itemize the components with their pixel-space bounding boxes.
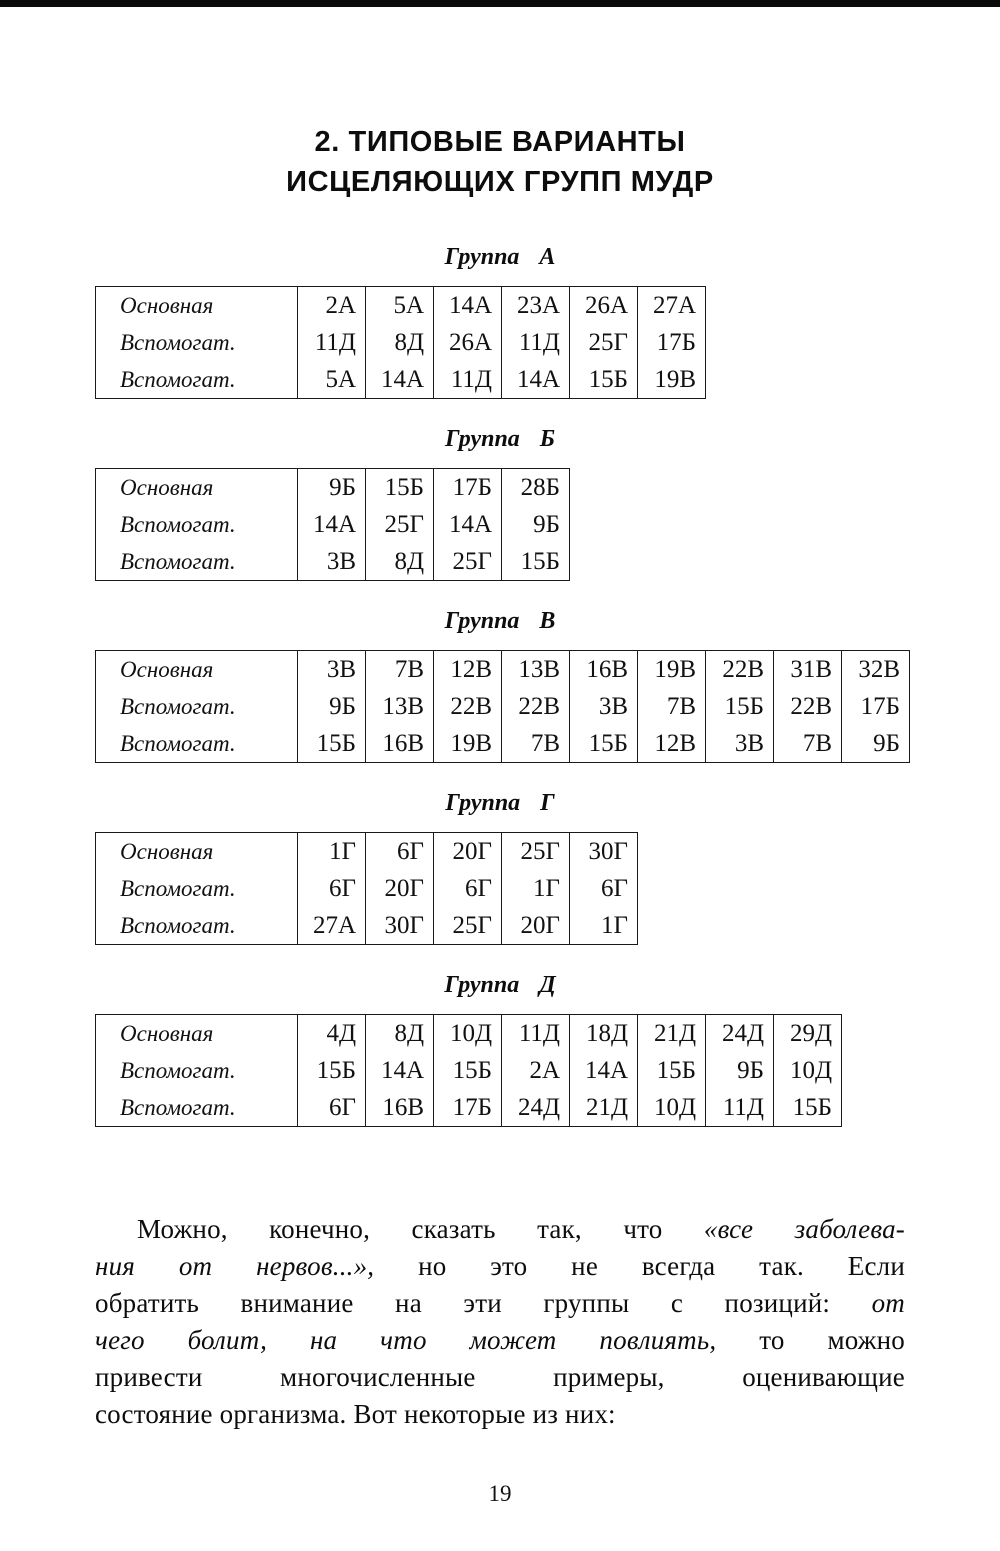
table-cell: 6Г xyxy=(298,1089,366,1127)
table-cell: 15Б xyxy=(502,543,570,581)
table-cell: 12В xyxy=(434,651,502,689)
table-cell: 27А xyxy=(298,907,366,945)
table-row xyxy=(96,651,910,689)
table-row xyxy=(96,287,706,325)
table-cell: 29Д xyxy=(774,1015,842,1053)
table-cell: 22В xyxy=(434,688,502,725)
table-cell: 22В xyxy=(706,651,774,689)
row-label: Вспомогат. xyxy=(120,912,236,938)
group-table xyxy=(95,832,638,945)
table-cell: 26А xyxy=(570,287,638,325)
table-cell: 2А xyxy=(502,1052,570,1089)
table-cell: 15Б xyxy=(570,361,638,399)
body-paragraph xyxy=(95,1211,905,1433)
table-cell: 19В xyxy=(638,651,706,689)
italic-text: чего болит, на что может повлиять, xyxy=(95,1325,760,1355)
table-cell: 9Б xyxy=(502,506,570,543)
table-cell: 32В xyxy=(842,651,910,689)
table-cell: 19В xyxy=(434,725,502,763)
table-cell: 8Д xyxy=(366,1015,434,1053)
mudra-group xyxy=(95,426,905,581)
paragraph-line xyxy=(95,1396,905,1433)
italic-text: ния от нервов...», xyxy=(95,1251,419,1281)
page-content xyxy=(95,0,905,1507)
table-cell: 8Д xyxy=(366,543,434,581)
table-cell: 15Б xyxy=(434,1052,502,1089)
row-label: Вспомогат. xyxy=(120,1094,236,1120)
mudra-group xyxy=(95,244,905,399)
page-title-line1: 2. ТИПОВЫЕ ВАРИАНТЫ xyxy=(314,126,686,158)
paragraph-line xyxy=(95,1211,905,1248)
table-row xyxy=(96,543,570,581)
table-cell: 30Г xyxy=(366,907,434,945)
row-label: Вспомогат. xyxy=(120,1057,236,1083)
table-cell: 10Д xyxy=(638,1089,706,1127)
table-cell: 14А xyxy=(502,361,570,399)
table-cell: 9Б xyxy=(298,469,366,507)
table-row xyxy=(96,833,638,871)
row-label: Вспомогат. xyxy=(120,548,236,574)
table-row xyxy=(96,324,706,361)
mudra-group xyxy=(95,972,905,1127)
row-label: Вспомогат. xyxy=(120,511,236,537)
plain-text: Можно, конечно, сказать так, что xyxy=(137,1214,704,1244)
paragraph-line xyxy=(95,1248,905,1285)
table-cell: 15Б xyxy=(366,469,434,507)
table-cell: 25Г xyxy=(434,543,502,581)
table-cell: 15Б xyxy=(298,1052,366,1089)
table-cell: 9Б xyxy=(298,688,366,725)
table-cell: 14А xyxy=(434,506,502,543)
table-cell: 24Д xyxy=(706,1015,774,1053)
row-label: Основная xyxy=(120,474,214,500)
table-cell: 25Г xyxy=(570,324,638,361)
table-cell: 15Б xyxy=(774,1089,842,1127)
table-cell: 11Д xyxy=(706,1089,774,1127)
table-cell: 30Г xyxy=(570,833,638,871)
plain-text: привести многочисленные примеры, оценивающие xyxy=(95,1362,905,1392)
row-label: Основная xyxy=(120,656,214,682)
table-cell: 13В xyxy=(366,688,434,725)
table-row xyxy=(96,1052,842,1089)
table-cell: 17Б xyxy=(434,469,502,507)
paragraph-line xyxy=(95,1285,905,1322)
table-cell: 3В xyxy=(298,543,366,581)
row-label: Основная xyxy=(120,838,214,864)
table-cell: 22В xyxy=(774,688,842,725)
table-row xyxy=(96,1089,842,1127)
table-cell: 6Г xyxy=(434,870,502,907)
table-cell: 15Б xyxy=(706,688,774,725)
table-row xyxy=(96,361,706,399)
table-cell: 20Г xyxy=(366,870,434,907)
table-row xyxy=(96,870,638,907)
group-heading: Группа А xyxy=(444,244,556,270)
table-cell: 19В xyxy=(638,361,706,399)
group-table xyxy=(95,468,570,581)
table-cell: 5А xyxy=(298,361,366,399)
table-cell: 14А xyxy=(434,287,502,325)
table-cell: 28Б xyxy=(502,469,570,507)
table-row xyxy=(96,688,910,725)
table-cell: 14А xyxy=(298,506,366,543)
table-cell: 9Б xyxy=(842,725,910,763)
row-label: Вспомогат. xyxy=(120,329,236,355)
table-cell: 3В xyxy=(298,651,366,689)
page-number: 19 xyxy=(488,1481,512,1506)
table-cell: 25Г xyxy=(366,506,434,543)
page-title xyxy=(95,122,905,202)
table-cell: 27А xyxy=(638,287,706,325)
table-cell: 11Д xyxy=(298,324,366,361)
group-heading: Группа В xyxy=(444,608,556,634)
group-heading: Группа Д xyxy=(444,972,556,998)
table-cell: 21Д xyxy=(638,1015,706,1053)
table-cell: 1Г xyxy=(502,870,570,907)
table-cell: 14А xyxy=(570,1052,638,1089)
table-cell: 17Б xyxy=(842,688,910,725)
plain-text: но это не всегда так. Если xyxy=(418,1251,905,1281)
table-cell: 7В xyxy=(638,688,706,725)
group-heading: Группа Г xyxy=(445,790,555,816)
table-cell: 10Д xyxy=(434,1015,502,1053)
table-cell: 5А xyxy=(366,287,434,325)
row-label: Вспомогат. xyxy=(120,366,236,392)
plain-text: то можно xyxy=(759,1325,905,1355)
table-cell: 3В xyxy=(570,688,638,725)
table-cell: 21Д xyxy=(570,1089,638,1127)
paragraph-line xyxy=(95,1322,905,1359)
table-cell: 9Б xyxy=(706,1052,774,1089)
table-cell: 14А xyxy=(366,1052,434,1089)
table-cell: 17Б xyxy=(434,1089,502,1127)
group-heading: Группа Б xyxy=(444,426,556,452)
table-cell: 24Д xyxy=(502,1089,570,1127)
table-cell: 8Д xyxy=(366,324,434,361)
table-cell: 25Г xyxy=(502,833,570,871)
group-table xyxy=(95,286,706,399)
table-cell: 12В xyxy=(638,725,706,763)
row-label: Вспомогат. xyxy=(120,730,236,756)
table-cell: 18Д xyxy=(570,1015,638,1053)
table-cell: 7В xyxy=(366,651,434,689)
table-row xyxy=(96,907,638,945)
table-cell: 6Г xyxy=(570,870,638,907)
group-table xyxy=(95,1014,842,1127)
mudra-group xyxy=(95,790,905,945)
table-cell: 20Г xyxy=(502,907,570,945)
table-cell: 17Б xyxy=(638,324,706,361)
row-label: Основная xyxy=(120,292,214,318)
mudra-group xyxy=(95,608,905,763)
table-cell: 11Д xyxy=(434,361,502,399)
table-cell: 16В xyxy=(570,651,638,689)
table-cell: 23А xyxy=(502,287,570,325)
table-cell: 3В xyxy=(706,725,774,763)
group-table xyxy=(95,650,910,763)
table-row xyxy=(96,1015,842,1053)
table-cell: 22В xyxy=(502,688,570,725)
table-cell: 11Д xyxy=(502,1015,570,1053)
table-cell: 7В xyxy=(502,725,570,763)
italic-text: «все заболева- xyxy=(703,1214,905,1244)
table-row xyxy=(96,469,570,507)
table-cell: 10Д xyxy=(774,1052,842,1089)
table-cell: 11Д xyxy=(502,324,570,361)
plain-text: состояние организма. Вот некоторые из них: xyxy=(95,1399,616,1429)
table-cell: 15Б xyxy=(638,1052,706,1089)
table-cell: 2А xyxy=(298,287,366,325)
table-cell: 15Б xyxy=(570,725,638,763)
table-row xyxy=(96,506,570,543)
table-cell: 31В xyxy=(774,651,842,689)
table-cell: 1Г xyxy=(298,833,366,871)
table-cell: 4Д xyxy=(298,1015,366,1053)
row-label: Вспомогат. xyxy=(120,693,236,719)
table-cell: 13В xyxy=(502,651,570,689)
page-title-line2: ИСЦЕЛЯЮЩИХ ГРУПП МУДР xyxy=(286,166,714,198)
table-cell: 16В xyxy=(366,1089,434,1127)
table-row xyxy=(96,725,910,763)
table-cell: 14А xyxy=(366,361,434,399)
table-cell: 1Г xyxy=(570,907,638,945)
table-cell: 7В xyxy=(774,725,842,763)
plain-text: обратить внимание на эти группы с позиций: xyxy=(95,1288,872,1318)
italic-text: от xyxy=(871,1288,905,1318)
table-cell: 26А xyxy=(434,324,502,361)
table-cell: 20Г xyxy=(434,833,502,871)
table-cell: 16В xyxy=(366,725,434,763)
row-label: Вспомогат. xyxy=(120,875,236,901)
table-cell: 6Г xyxy=(298,870,366,907)
paragraph-line xyxy=(95,1359,905,1396)
table-cell: 25Г xyxy=(434,907,502,945)
table-cell: 6Г xyxy=(366,833,434,871)
table-cell: 15Б xyxy=(298,725,366,763)
row-label: Основная xyxy=(120,1020,214,1046)
mudra-groups-container xyxy=(95,244,905,1127)
